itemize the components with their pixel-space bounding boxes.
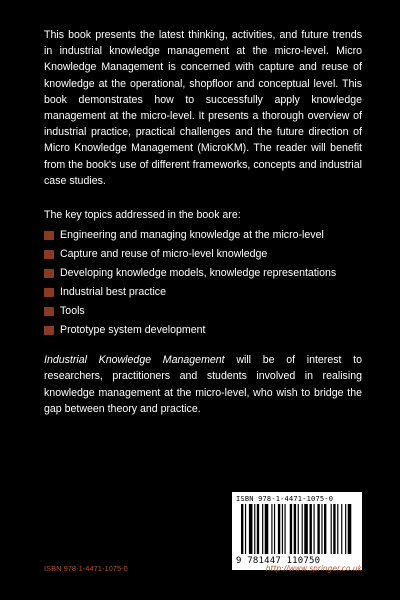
topic-label: Industrial best practice bbox=[60, 286, 166, 299]
intro-paragraph: This book presents the latest thinking, activities, and future trends in industrial knowledge management at the micro-level. Micro Knowledge Management is concerned with capture and reuse of knowledge at the operational, shopfloor and conceptual level. This book demonstrates how to successfully apply knowledge management at the micro-level. It presents a thorough overview of industrial practice, practical challenges and the future direction of Micro Knowledge Management (MicroKM). The reader will benefit from the book's use of different frameworks, concepts and industrial case studies. bbox=[44, 29, 362, 187]
barcode-bar bbox=[324, 504, 326, 554]
closing-paragraph bbox=[44, 352, 362, 417]
barcode-bar bbox=[298, 504, 299, 554]
barcode-bar bbox=[284, 504, 285, 554]
barcode-bar bbox=[241, 504, 243, 554]
square-bullet-icon bbox=[44, 307, 54, 316]
topic-item bbox=[44, 304, 362, 319]
barcode-bar bbox=[271, 504, 272, 554]
barcode-bar bbox=[317, 504, 319, 554]
barcode-bar bbox=[282, 504, 283, 554]
topics-list bbox=[44, 228, 362, 338]
square-bullet-icon bbox=[44, 250, 54, 259]
barcode-bar bbox=[254, 504, 255, 554]
book-title: Industrial Knowledge Management bbox=[44, 354, 225, 367]
barcode-box bbox=[232, 492, 362, 570]
topic-item bbox=[44, 228, 362, 243]
topic-label: Capture and reuse of micro-level knowledge bbox=[60, 248, 268, 261]
barcode-bar bbox=[321, 504, 322, 554]
barcode-bar bbox=[294, 504, 296, 554]
barcode-bar bbox=[345, 504, 346, 554]
barcode-bar bbox=[331, 504, 332, 554]
barcode-digits: 9 781447 110750 bbox=[236, 556, 321, 566]
barcode-bar bbox=[257, 504, 259, 554]
closing-text: will be of interest to researchers, practitioners and students involved in realising knowledge management at the micro-level, who wish to bridge the gap between theory and practice. bbox=[44, 354, 362, 415]
barcode-bar bbox=[304, 504, 308, 554]
square-bullet-icon bbox=[44, 231, 54, 240]
barcode-isbn-label: ISBN 978-1-4471-1075-0 bbox=[236, 495, 334, 503]
barcode-bar bbox=[265, 504, 269, 554]
topic-item bbox=[44, 266, 362, 281]
topic-item bbox=[44, 323, 362, 338]
barcode-bar bbox=[337, 504, 338, 554]
barcode-bar bbox=[313, 504, 314, 554]
topic-label: Developing knowledge models, knowledge representations bbox=[60, 267, 337, 280]
square-bullet-icon bbox=[44, 288, 54, 297]
barcode-bar bbox=[310, 504, 312, 554]
barcode-bar bbox=[262, 504, 263, 554]
square-bullet-icon bbox=[44, 269, 54, 278]
barcode-bar bbox=[274, 504, 275, 554]
barcode-icon bbox=[240, 504, 354, 556]
topic-item bbox=[44, 285, 362, 300]
barcode-bar bbox=[302, 504, 303, 554]
topic-item bbox=[44, 247, 362, 262]
topic-label: Prototype system development bbox=[60, 324, 206, 337]
barcode-bar bbox=[333, 504, 335, 554]
back-cover-text bbox=[44, 27, 362, 417]
barcode-bar bbox=[245, 504, 246, 554]
topic-label: Tools bbox=[60, 305, 85, 318]
topic-label: Engineering and managing knowledge at the micro-level bbox=[60, 229, 324, 242]
barcode-bar bbox=[348, 504, 352, 554]
footer-isbn: ISBN 978-1-4471-1075-0 bbox=[44, 564, 128, 573]
barcode-bar bbox=[290, 504, 292, 554]
barcode-bar bbox=[341, 504, 342, 554]
publisher-link[interactable]: http://www.springer.co.uk bbox=[265, 564, 362, 573]
barcode-bar bbox=[278, 504, 280, 554]
square-bullet-icon bbox=[44, 326, 54, 335]
topics-heading: The key topics addressed in the book are: bbox=[44, 209, 241, 222]
barcode-bar bbox=[249, 504, 253, 554]
